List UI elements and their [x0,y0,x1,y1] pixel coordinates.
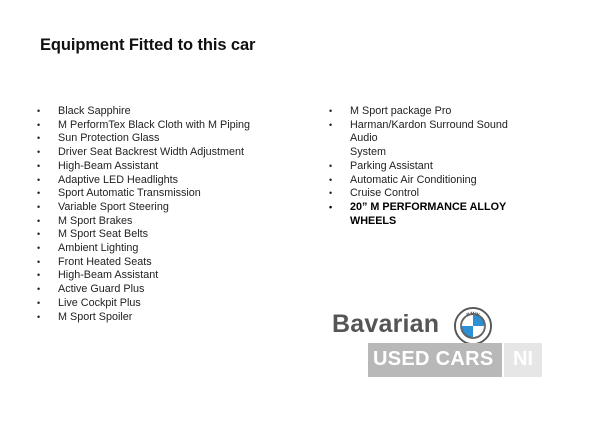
page-title: Equipment Fitted to this car [40,36,256,54]
list-item-text: M Sport package Pro [350,105,452,117]
list-item: • Active Guard Plus [36,283,286,297]
list-item: • High-Beam Assistant [36,160,286,174]
list-item-text: 20” M PERFORMANCE ALLOY [350,200,507,213]
used-cars-box [368,343,502,377]
list-item: • Front Heated Seats [36,256,286,270]
roundel-letters: BMW [466,311,480,319]
list-item-text-continued: System [350,146,386,159]
list-item: • Sun Protection Glass [36,132,286,146]
dealer-logo [332,305,544,379]
list-item: • M Sport Seat Belts [36,228,286,242]
list-item [328,174,528,188]
list-item: • Variable Sport Steering [36,201,286,215]
list-item [328,105,528,119]
list-item: • Live Cockpit Plus [36,297,286,311]
list-item-text: Parking Assistant [350,159,433,172]
equipment-list-right [328,105,528,228]
list-item: • Adaptive LED Headlights [36,174,286,188]
list-item [328,187,528,201]
used-cars-text: USED CARS [373,348,494,370]
list-item [328,160,528,174]
list-item: • M PerformTex Black Cloth with M Piping [36,119,286,133]
list-item-text: Cruise Control [350,187,420,200]
list-item: • M Sport Spoiler [36,311,286,325]
list-item: • Driver Seat Backrest Width Adjustment [36,146,286,160]
list-item-text-continued: WHEELS [350,214,397,227]
list-item: • Black Sapphire [36,105,286,119]
region-box [504,343,542,377]
bmw-roundel-icon [454,307,492,345]
list-item-text: Automatic Air Conditioning [350,173,477,186]
region-text: NI [513,348,533,370]
equipment-list-left [36,105,286,324]
list-item-highlight [328,201,528,228]
logo-wordmark: Bavarian [332,310,440,338]
list-item: • Sport Automatic Transmission [36,187,286,201]
list-item: • M Sport Brakes [36,215,286,229]
list-item-text: Harman/Kardon Surround Sound Audio [350,118,508,145]
list-item: • High-Beam Assistant [36,269,286,283]
list-item: • Ambient Lighting [36,242,286,256]
list-item [328,119,528,160]
